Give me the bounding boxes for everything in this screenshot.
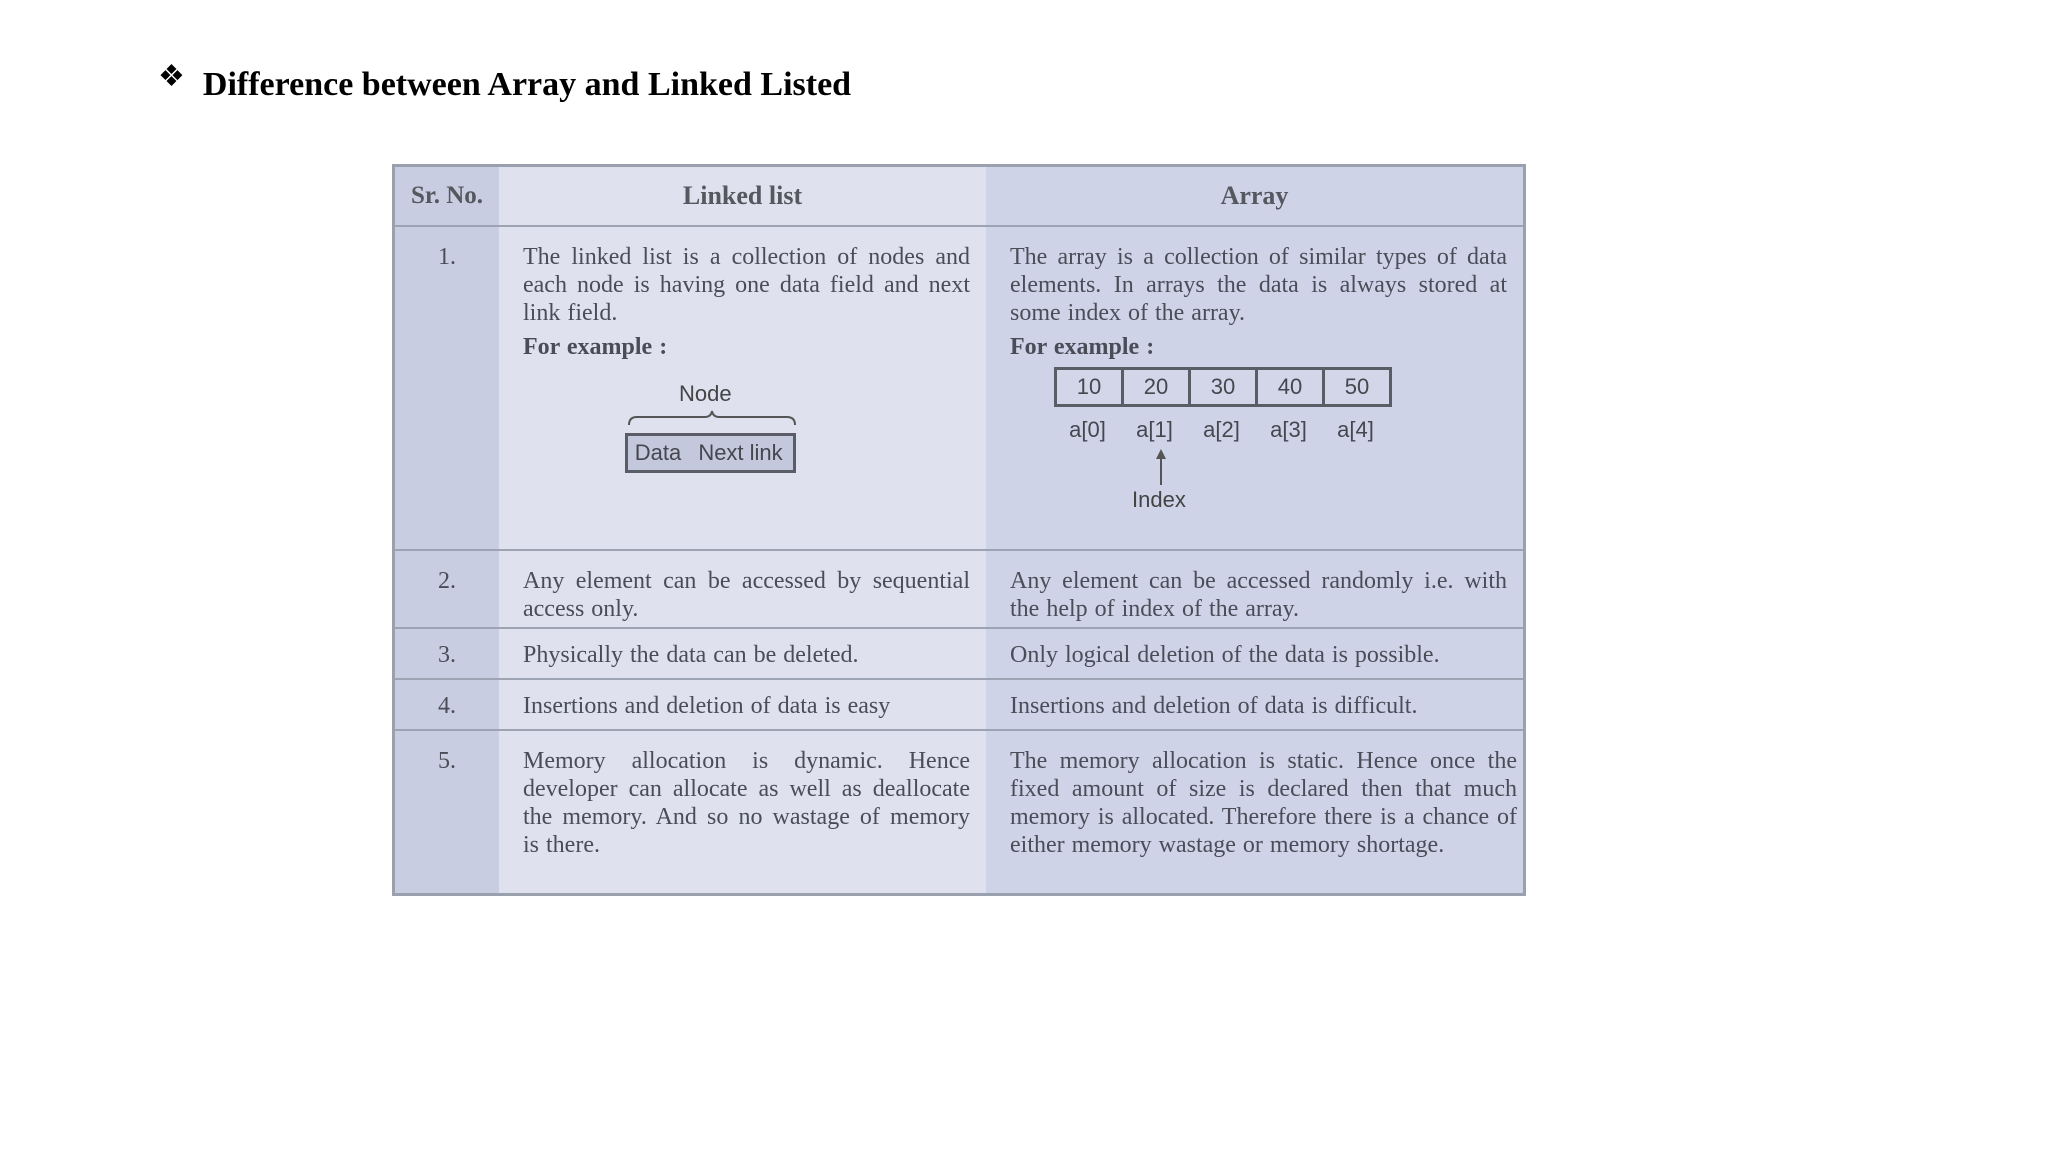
table-row: [395, 730, 1523, 893]
header-array: Array: [986, 167, 1523, 226]
array-index: a[3]: [1270, 417, 1307, 442]
header-linked-list: Linked list: [499, 167, 986, 226]
table-row: [395, 226, 1523, 550]
array-cell: Insertions and deletion of data is difficult.: [1010, 693, 1418, 719]
index-label: Index: [1132, 487, 1186, 512]
table-row: [395, 679, 1523, 730]
diamond-bullet-icon: ❖: [158, 60, 185, 93]
node-data-field: Data: [625, 433, 691, 473]
array-value: 10: [1057, 370, 1124, 404]
row-number: 3.: [438, 642, 456, 668]
up-arrow-icon: [1153, 447, 1169, 487]
array-value: 20: [1124, 370, 1191, 404]
node-next-link-field: Next link: [688, 433, 796, 473]
array-value: 40: [1258, 370, 1325, 404]
array-indices: [1054, 417, 1389, 443]
linked-list-cell: Any element can be accessed by sequential access only.: [523, 568, 970, 622]
array-values: [1054, 367, 1392, 407]
array-index: a[4]: [1337, 417, 1374, 442]
linked-list-cell: Memory allocation is dynamic. Hence developer can allocate as well as deallocate the memory. And so no wastage of memory is there.: [523, 748, 970, 858]
node-label: Node: [679, 381, 732, 406]
comparison-table: [395, 167, 1523, 893]
heading: [158, 60, 852, 104]
linked-list-cell: Physically the data can be deleted.: [523, 642, 859, 668]
header-sr-no: Sr. No.: [395, 167, 499, 226]
row-number: 1.: [438, 244, 456, 270]
array-cell: Only logical deletion of the data is possible.: [1010, 642, 1440, 668]
example-label: For example :: [1010, 334, 1155, 360]
table-header-row: [395, 167, 1523, 226]
array-cell: The array is a collection of similar types of data elements. In arrays the data is always stored at some index of the array.: [1010, 244, 1507, 326]
array-cell: The memory allocation is static. Hence once the fixed amount of size is declared then that much memory is allocated. Therefore there is a chance of either memory wastage or memory shortage.: [1010, 748, 1517, 858]
array-cell: Any element can be accessed randomly i.e. with the help of index of the array.: [1010, 568, 1507, 622]
node-diagram: [499, 361, 986, 511]
array-value: 30: [1191, 370, 1258, 404]
page-title: Difference between Array and Linked Listed: [202, 66, 852, 103]
array-index: a[0]: [1069, 417, 1106, 442]
comparison-table-image: [392, 164, 1526, 896]
row-number: 2.: [438, 568, 456, 594]
table-row: [395, 628, 1523, 679]
linked-list-cell: The linked list is a collection of nodes and each node is having one data field and next link field.: [523, 244, 970, 326]
linked-list-cell: Insertions and deletion of data is easy: [523, 693, 891, 719]
array-index: a[1]: [1136, 417, 1173, 442]
array-value: 50: [1325, 370, 1389, 404]
row-number: 5.: [438, 748, 456, 774]
array-diagram: [986, 361, 1523, 511]
array-index: a[2]: [1203, 417, 1240, 442]
table-row: [395, 550, 1523, 628]
row-number: 4.: [438, 693, 456, 719]
brace-icon: [627, 409, 797, 429]
example-label: For example :: [523, 334, 668, 360]
